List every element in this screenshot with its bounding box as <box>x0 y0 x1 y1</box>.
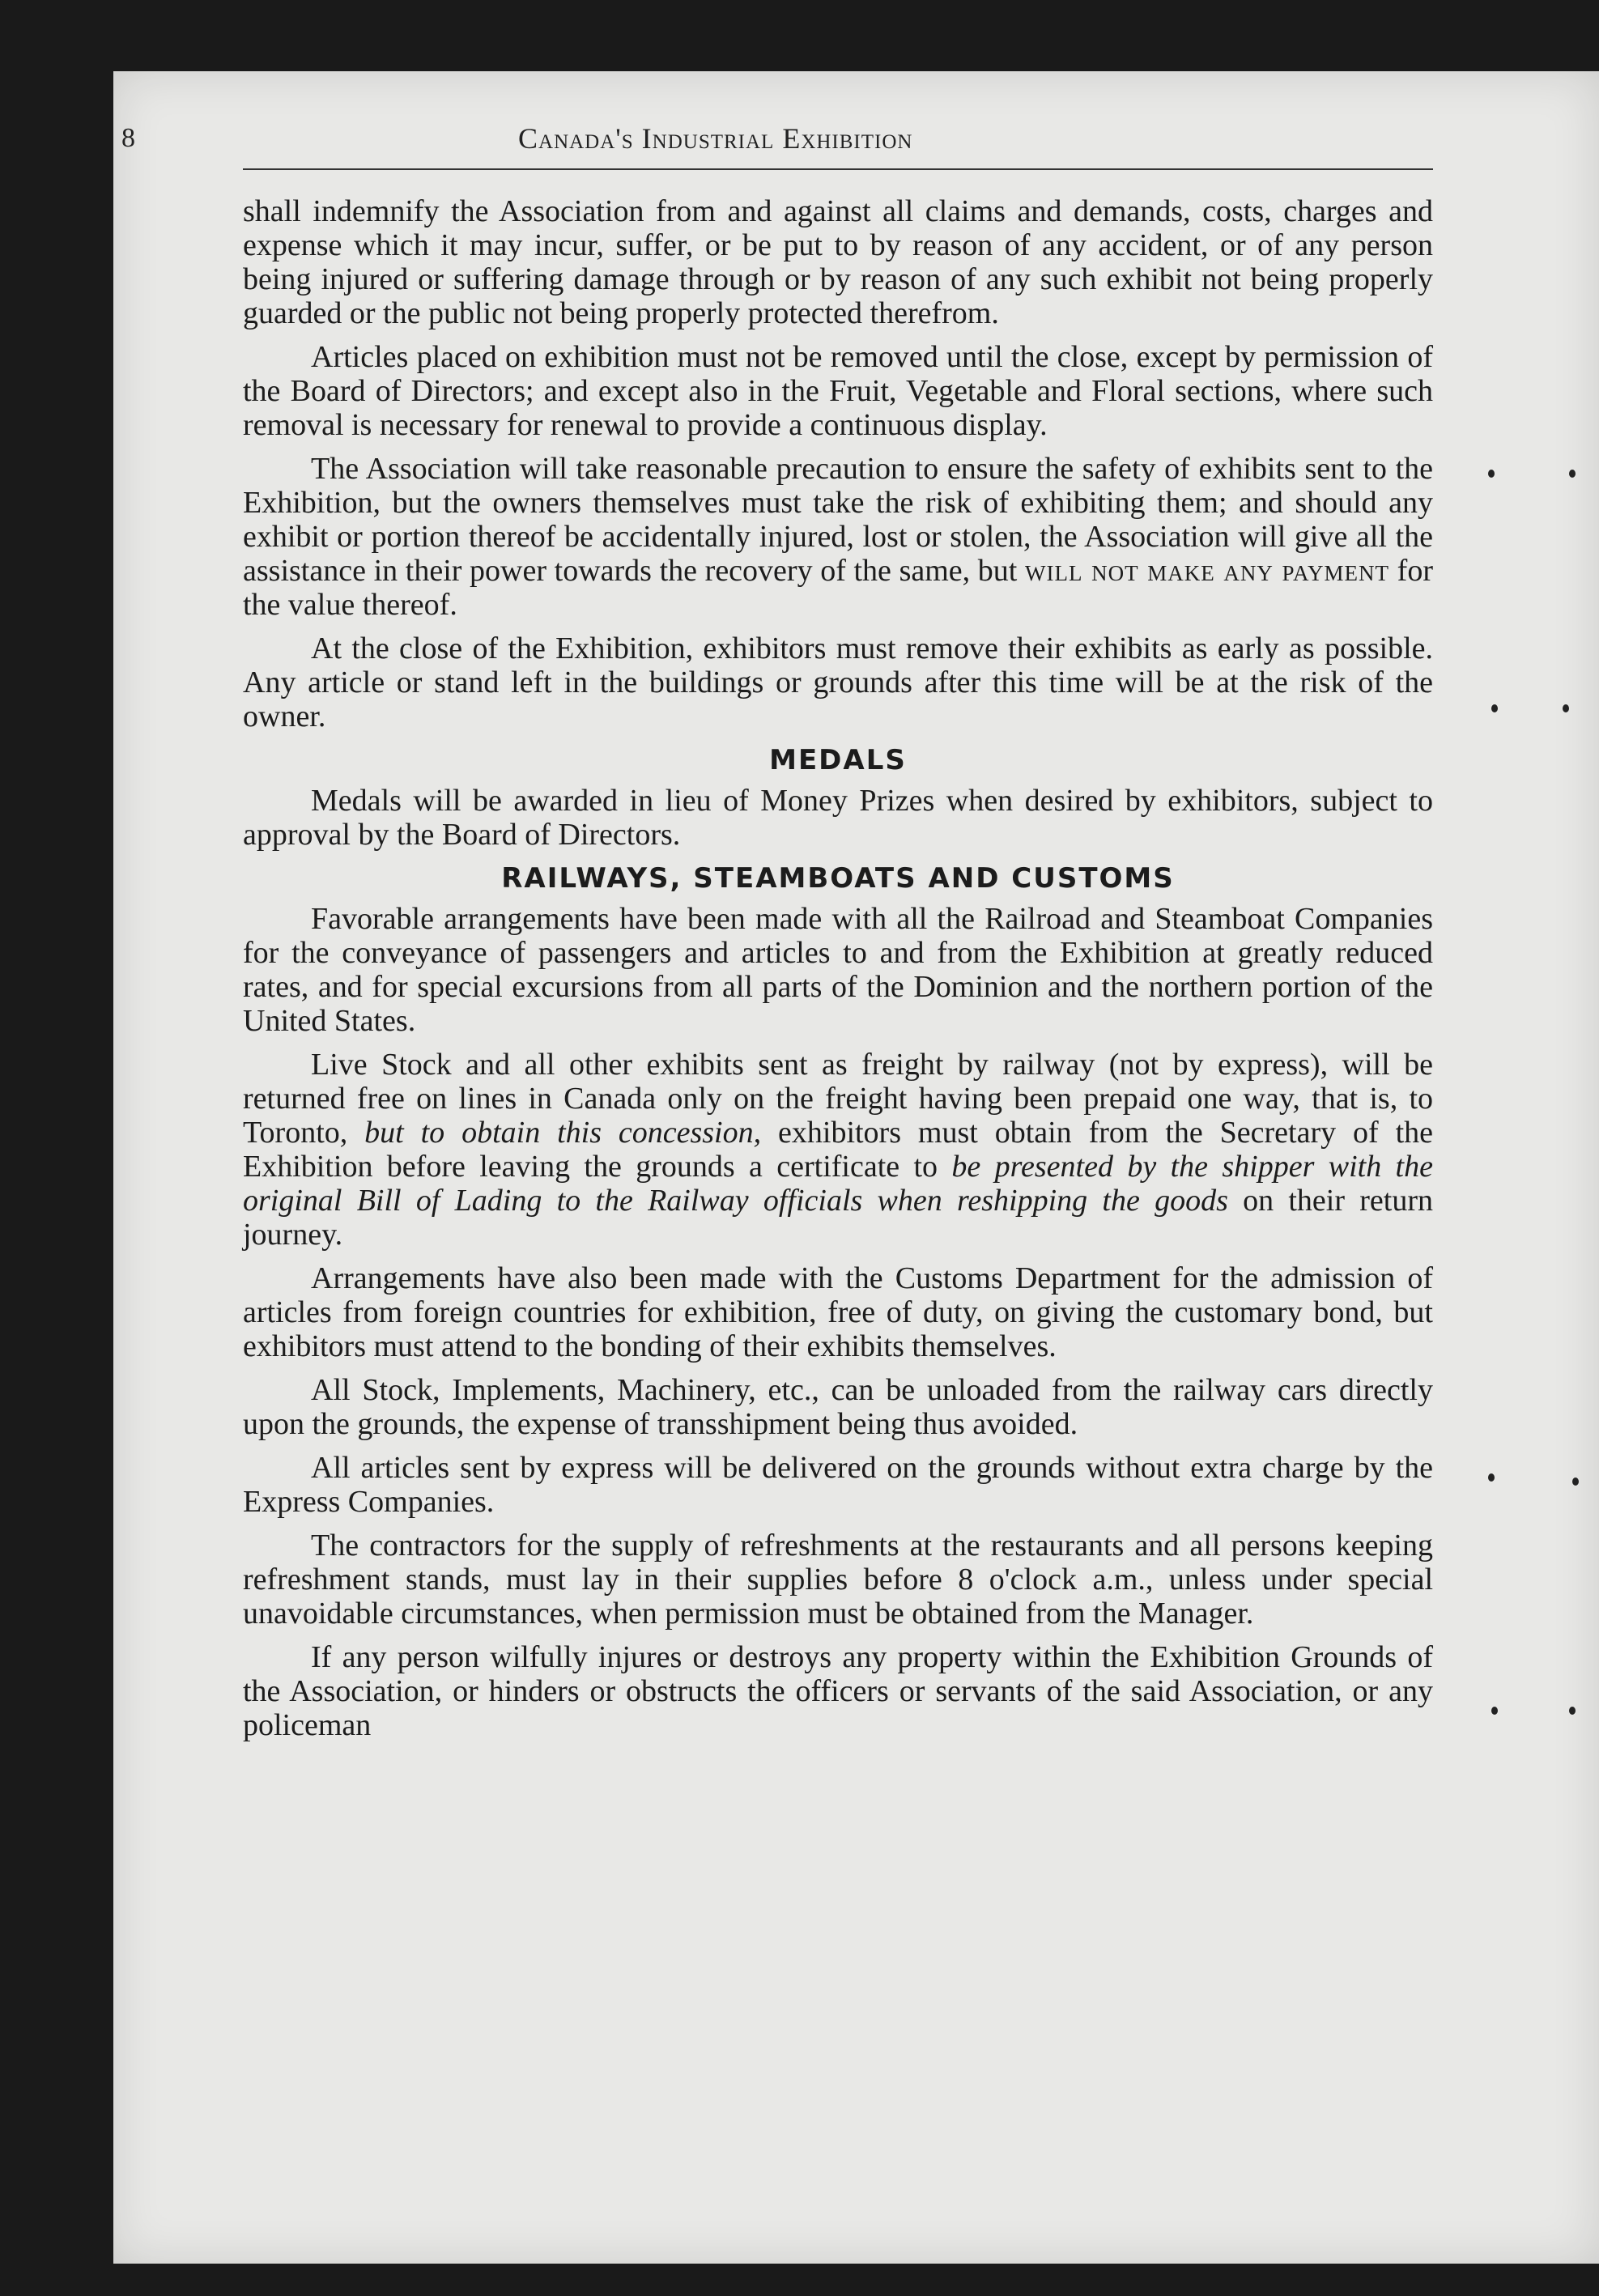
paragraph-safety <box>243 452 1433 622</box>
header-rule <box>243 120 1433 170</box>
live-stock-italic-concession: but to obtain this concession, <box>364 1116 762 1150</box>
live-stock-part-a: Live Stock and all other exhibits sent as freight by railway (not by express), will be returned free on lines in Canada only on the freight having been prepaid one way, that is, to Toronto, <box>243 1048 1433 1150</box>
paragraph-express: All articles sent by express will be delivered on the grounds without extra charge by the Express Companies. <box>243 1451 1433 1519</box>
safety-text-part-a: The Association will take reasonable precaution to ensure the safety of exhibits sent to the Exhibition, but the owners themselves must take the risk of exhibiting them; and should any exhibit or portion thereof be accidentally injured, lost or stolen, the Association will give all the assistance in their power towards the recovery of the same, but <box>243 452 1433 588</box>
paragraph-live-stock <box>243 1048 1433 1252</box>
document-body <box>243 194 1433 1752</box>
paragraph-wilful-damage: If any person wilfully injures or destroys any property within the Exhibition Grounds of the Association, or hinders or obstructs the officers or servants of the said Association, or any policeman <box>243 1640 1433 1742</box>
live-stock-part-e: on their return journey. <box>243 1184 1433 1252</box>
safety-text-part-c: for the value thereof. <box>243 554 1433 622</box>
scan-speck <box>1563 704 1569 712</box>
scan-speck <box>1491 704 1498 712</box>
paragraph-medals: Medals will be awarded in lieu of Money Prizes when desired by exhibitors, subject to approval by the Board of Directors. <box>243 784 1433 852</box>
safety-text-emphasis: will not make any payment <box>1024 554 1390 588</box>
scan-speck <box>1569 1707 1576 1715</box>
page-number: 8 <box>121 123 135 153</box>
heading-railways: RAILWAYS, STEAMBOATS AND CUSTOMS <box>501 862 1175 895</box>
scan-speck <box>1491 1707 1498 1715</box>
paragraph-refreshments: The contractors for the supply of refreshments at the restaurants and all persons keeping refreshment stands, must lay in their supplies before 8 o'clock a.m., unless under special unavoidable circumstances, when permission must be obtained from the Manager. <box>243 1529 1433 1631</box>
paragraph-customs: Arrangements have also been made with the Customs Department for the admission of articles from foreign countries for exhibition, free of duty, on giving the customary bond, but exhibitors must attend to the bonding of their exhibits themselves. <box>243 1261 1433 1363</box>
scan-speck <box>1488 470 1495 478</box>
running-title: Canada's Industrial Exhibition <box>518 122 913 155</box>
paragraph-railway-arrangements: Favorable arrangements have been made with all the Railroad and Steamboat Companies for the conveyance of passengers and articles to and from the Exhibition at greatly reduced rates, and for special excursions from all parts of the Dominion and the northern portion of the United States. <box>243 902 1433 1038</box>
paragraph-stock-unloading: All Stock, Implements, Machinery, etc., can be unloaded from the railway cars directly upon the grounds, the expense of transshipment being thus avoided. <box>243 1373 1433 1441</box>
live-stock-part-c: exhibitors must obtain from the Secretary of the Exhibition before leaving the grounds a certificate to <box>243 1116 1433 1184</box>
scan-speck <box>1569 470 1576 478</box>
scan-speck <box>1572 1478 1579 1486</box>
heading-medals: MEDALS <box>769 744 907 776</box>
paragraph-close: At the close of the Exhibition, exhibitors must remove their exhibits as early as possible. Any article or stand left in the buildings or grounds after this time will be at the risk of the owner. <box>243 631 1433 733</box>
paragraph-indemnify: shall indemnify the Association from and against all claims and demands, costs, charges and expense which it may incur, suffer, or be put to by reason of any accident, or of any person being injured or suffering damage through or by reason of any such exhibit not being properly guarded or the public not being properly protected therefrom. <box>243 194 1433 330</box>
paragraph-articles-removal: Articles placed on exhibition must not be removed until the close, except by permission of the Board of Directors; and except also in the Fruit, Vegetable and Floral sections, where such removal is necessary for renewal to provide a continuous display. <box>243 340 1433 442</box>
scan-speck <box>1488 1473 1495 1482</box>
live-stock-italic-bill: be presented by the shipper with the original Bill of Lading to the Railway officials when reshipping the goods <box>243 1150 1433 1218</box>
